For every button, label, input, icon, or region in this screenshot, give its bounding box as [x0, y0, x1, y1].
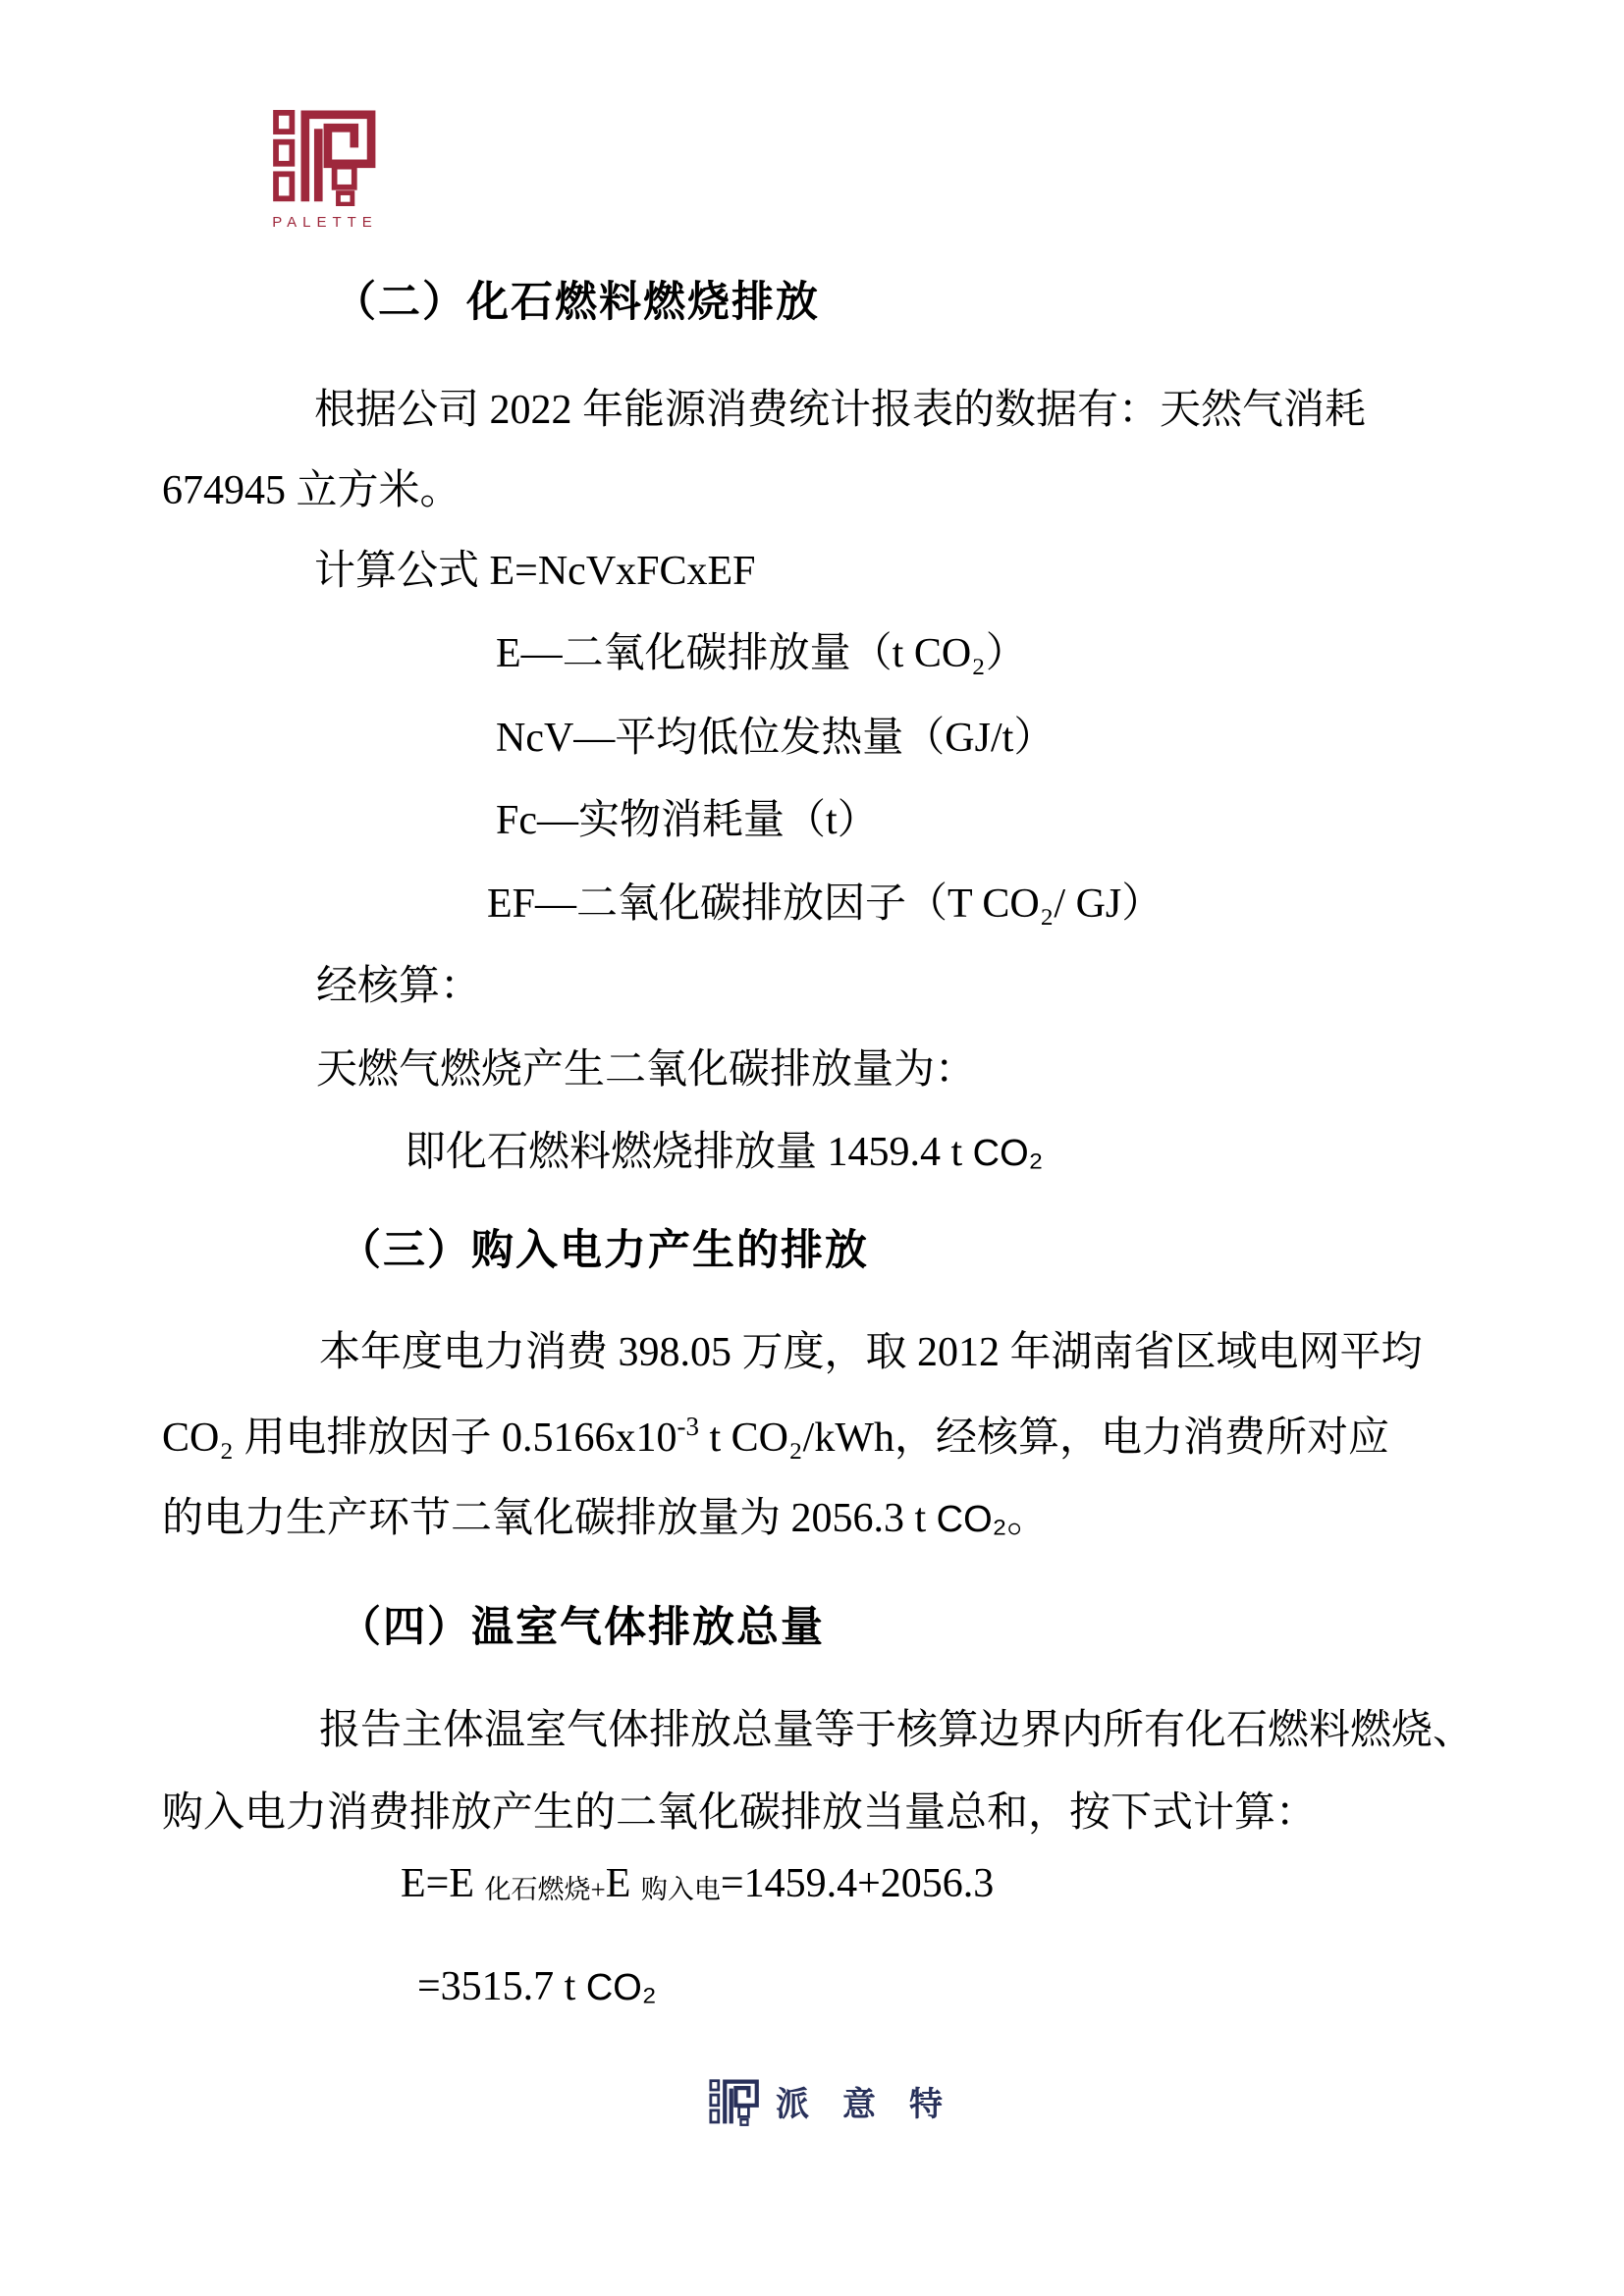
definition-ef: EF—二氧化碳排放因子（T CO₂/ GJ） [487, 881, 1164, 927]
formula-intro: 计算公式 E=NcVxFCxEF [314, 549, 756, 594]
co2-unit: CO₂ [585, 1967, 657, 2008]
section4-paragraph-line1: 报告主体温室气体排放总量等于核算边界内所有化石燃料燃烧、 [319, 1708, 1475, 1753]
gas-emission-line: 天燃气燃烧产生二氧化碳排放量为： [316, 1047, 977, 1093]
exponent: -3 [677, 1412, 699, 1441]
section2-paragraph-line1: 根据公司 2022 年能源消费统计报表的数据有：天然气消耗 [314, 388, 1367, 433]
section2-heading: （二）化石燃料燃烧排放 [334, 279, 820, 326]
formula-subscript-electricity: 购入电 [640, 1875, 721, 1904]
palette-logo [267, 110, 383, 231]
palette-logo-text: PALETTE [272, 214, 378, 231]
total-result-text: =3515.7 t [417, 1964, 586, 2009]
fossil-fuel-result [405, 1127, 1043, 1179]
fossil-fuel-result-text: 即化石燃料燃烧排放量 1459.4 t [405, 1130, 973, 1175]
formula-e2: E [605, 1861, 641, 1906]
section4-heading: （四）温室气体排放总量 [339, 1604, 825, 1651]
total-emission-result [417, 1961, 657, 2013]
section4-paragraph-line2: 购入电力消费排放产生的二氧化碳排放当量总和，按下式计算： [162, 1790, 1318, 1836]
total-emission-formula [401, 1858, 994, 1910]
verify-line: 经核算： [316, 964, 482, 1009]
definition-fc: Fc—实物消耗量（t） [496, 798, 879, 843]
formula-subscript-fossil: 化石燃烧+ [484, 1875, 606, 1904]
section3-paragraph-line1: 本年度电力消费 398.05 万度，取 2012 年湖南省区域电网平均 [319, 1330, 1423, 1375]
section3-paragraph-line2 [162, 1411, 1389, 1465]
co2-unit: CO₂ [936, 1499, 1007, 1540]
footer-maze-icon [709, 2079, 760, 2126]
period: 。 [1006, 1496, 1049, 1541]
section3-heading: （三）购入电力产生的排放 [339, 1227, 869, 1274]
co2-unit: CO₂ [972, 1133, 1044, 1174]
emission-factor-text-tail: t CO₂/kWh，经核算，电力消费所对应 [699, 1415, 1389, 1461]
section2-paragraph-line2: 674945 立方米。 [162, 468, 461, 513]
footer-brand [709, 2079, 976, 2126]
emission-factor-text: CO₂ 用电排放因子 0.5166x10 [162, 1415, 677, 1461]
definition-e: E—二氧化碳排放量（t CO₂） [496, 631, 1027, 676]
formula-values: =1459.4+2056.3 [720, 1861, 995, 1906]
section3-paragraph-line3 [162, 1493, 1048, 1545]
electricity-result-text: 的电力生产环节二氧化碳排放量为 2056.3 t [162, 1496, 937, 1541]
palette-maze-icon [271, 110, 379, 206]
formula-e1: E=E [401, 1861, 485, 1906]
definition-ncv: NcV—平均低位发热量（GJ/t） [496, 716, 1056, 761]
footer-brand-text: 派意特 [776, 2086, 976, 2123]
